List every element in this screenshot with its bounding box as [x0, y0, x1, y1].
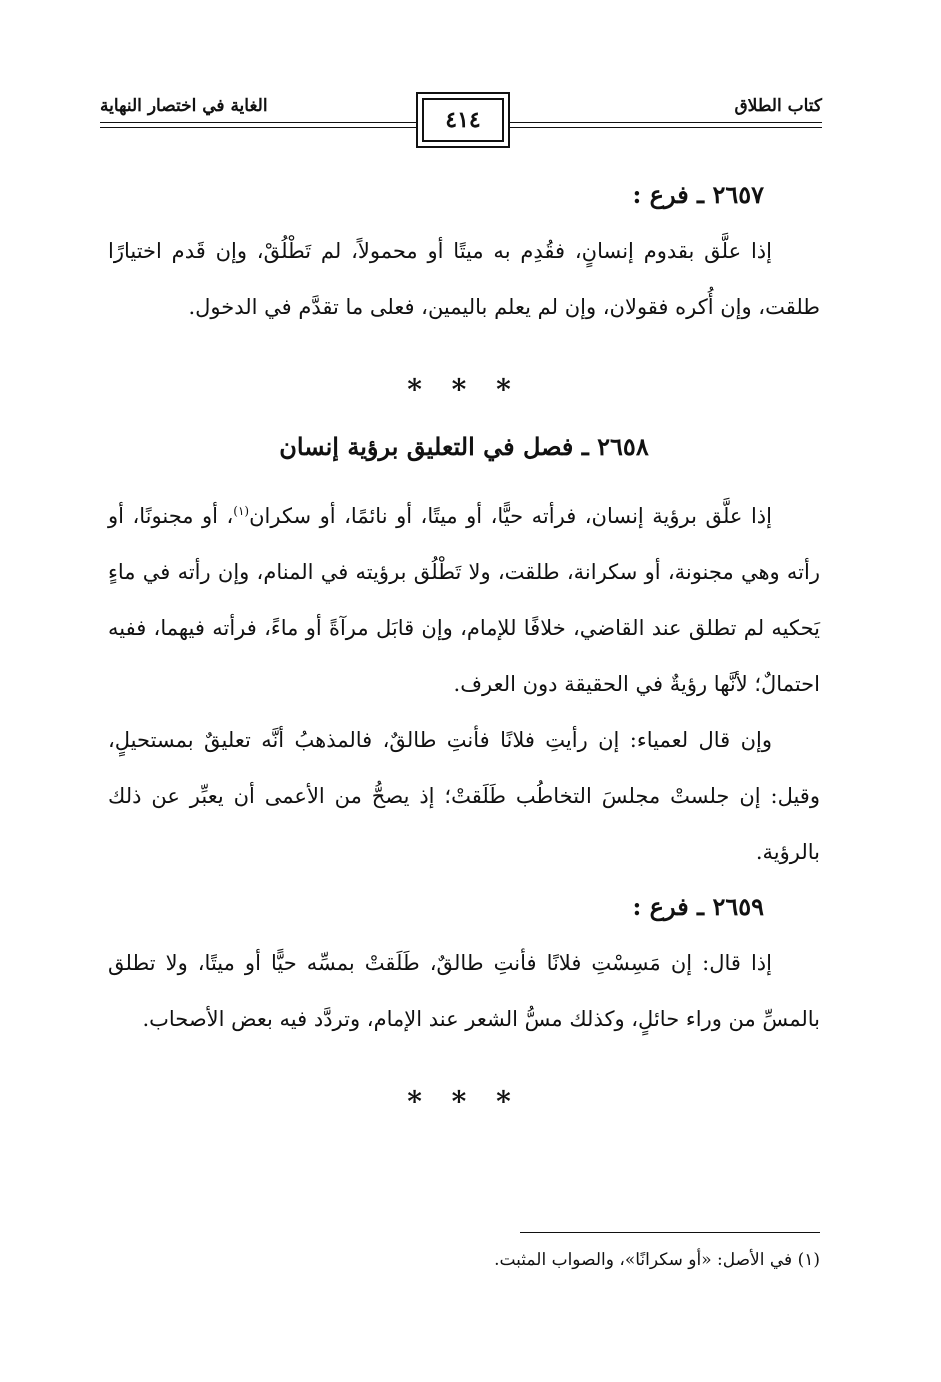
- footnote-rule: [520, 1232, 820, 1233]
- branch-heading-2657: ٢٦٥٧ ـ فرع :: [632, 180, 764, 209]
- chapter-2658-paragraph-2: وإن قال لعمياء: إن رأيتِ فلانًا فأنتِ طالقٌ، فالمذهبُ أنَّه تعليقٌ بمستحيلٍ، وقيل: إن جلستْ مجلسَ التخاطُب طَلَقتْ؛ إذ يصحُّ من الأعمى أن يعبِّر عن ذلك بالرؤية.: [108, 728, 820, 864]
- chapter-2658-paragraph-1: [108, 483, 820, 712]
- running-header: [100, 88, 822, 148]
- book-title: الغاية في اختصار النهاية: [100, 96, 268, 116]
- section-separator-end: * * *: [407, 1085, 521, 1118]
- branch-heading-2659: ٢٦٥٩ ـ فرع :: [632, 892, 764, 921]
- page-body: [108, 180, 820, 1144]
- branch-2659-text: إذا قال: إن مَسِسْتِ فلانًا فأنتِ طالقٌ، طَلَقتْ بمسِّه حيًّا أو ميتًا، ولا تطلق بالمسِّ من وراء حائلٍ، وكذلك مسُّ الشعر عند الإمام، وتردَّد فيه بعض الأصحاب.: [108, 951, 820, 1031]
- footnote: (١) في الأصل: «أو سكرانًا»، والصواب المثبت.: [494, 1250, 820, 1270]
- branch-2657-text: إذا علَّق بقدوم إنسانٍ، فقُدِم به ميتًا أو محمولاً، لم تَطْلُقْ، وإن قَدم اختيارًا طلقت، وإن أُكره فقولان، وإن لم يعلم باليمين، فعلى ما تقدَّم في الدخول.: [108, 239, 820, 319]
- paragraph-text-end: ، أو مجنونًا، أو رأته وهي مجنونة، أو سكرانة، طلقت، ولا تَطْلُق برؤيته في المنام، وإن رأته في ماءٍ يَحكيه لم تطلق عند القاضي، خلافًا للإمام، وإن قابَل مرآةً أو ماءً، فرأته فيهما، ففيه احتمالٌ؛ لأنَّها رؤيةٌ في الحقيقة دون العرف.: [108, 504, 820, 696]
- paragraph-text-start: إذا علَّق برؤية إنسان، فرأته حيًّا، أو ميتًا، أو نائمًا، أو سكران: [249, 504, 772, 528]
- page-number: ٤١٤: [445, 107, 481, 133]
- section-separator: * * *: [407, 373, 521, 406]
- chapter-heading-2658: ٢٦٥٨ ـ فصل في التعليق برؤية إنسان: [279, 432, 649, 461]
- page-number-box: [416, 92, 510, 148]
- book-chapter-title: كتاب الطلاق: [734, 96, 822, 116]
- footnote-reference[interactable]: (١): [233, 504, 250, 518]
